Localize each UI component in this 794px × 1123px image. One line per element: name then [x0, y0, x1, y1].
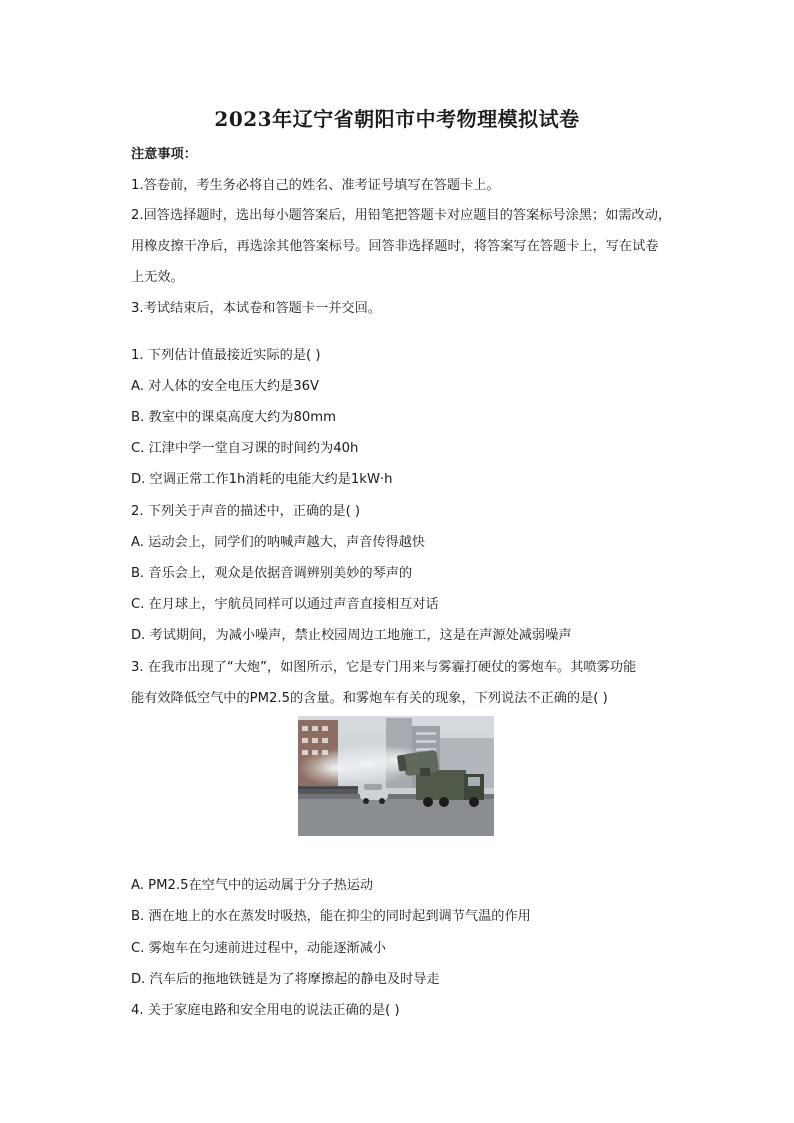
question-1-option-a: A. 对人体的安全电压大约是36V	[131, 379, 320, 394]
question-2-option-c: C. 在月球上，宇航员同样可以通过声音直接相互对话	[131, 597, 439, 612]
fog-cannon-truck-photo	[298, 716, 494, 836]
notice-line: 上无效。	[131, 270, 184, 285]
question-1-stem: 1. 下列估计值最接近实际的是( )	[131, 348, 321, 363]
page-title: 2023年辽宁省朝阳市中考物理模拟试卷	[214, 107, 580, 131]
question-3-option-c: C. 雾炮车在匀速前进过程中，动能逐渐减小	[131, 941, 386, 956]
notice-line: 用橡皮擦干净后，再选涂其他答案标号。回答非选择题时，将答案写在答题卡上，写在试卷	[131, 239, 659, 254]
notice-line: 1.答卷前，考生务必将自己的姓名、准考证号填写在答题卡上。	[131, 178, 500, 193]
question-3-stem: 3. 在我市出现了“大炮”，如图所示，它是专门用来与雾霾打硬仗的雾炮车。其喷雾功能	[131, 660, 637, 675]
question-1-option-d: D. 空调正常工作1h消耗的电能大约是1kW·h	[131, 472, 393, 487]
question-2-option-b: B. 音乐会上，观众是依据音调辨别美妙的琴声的	[131, 566, 413, 581]
question-1-option-c: C. 江津中学一堂自习课的时间约为40h	[131, 441, 359, 456]
question-3-option-a: A. PM2.5在空气中的运动属于分子热运动	[131, 878, 374, 893]
question-4-stem: 4. 关于家庭电路和安全用电的说法正确的是( )	[131, 1003, 400, 1018]
notice-line: 2.回答选择题时，选出每小题答案后，用铅笔把答题卡对应题目的答案标号涂黑；如需改动，	[131, 208, 672, 223]
notice-heading: 注意事项：	[131, 147, 197, 162]
question-3-option-b: B. 洒在地上的水在蒸发时吸热，能在抑尘的同时起到调节气温的作用	[131, 909, 531, 924]
notice-line: 3.考试结束后，本试卷和答题卡一并交回。	[131, 301, 381, 316]
question-3-stem: 能有效降低空气中的PM2.5的含量。和雾炮车有关的现象，下列说法不正确的是( )	[131, 691, 608, 706]
question-2-option-d: D. 考试期间，为减小噪声，禁止校园周边工地施工，这是在声源处减弱噪声	[131, 628, 572, 643]
question-1-option-b: B. 教室中的课桌高度大约为80mm	[131, 410, 336, 425]
question-3-option-d: D. 汽车后的拖地铁链是为了将摩擦起的静电及时导走	[131, 972, 440, 987]
question-2-stem: 2. 下列关于声音的描述中，正确的是( )	[131, 504, 361, 519]
question-2-option-a: A. 运动会上，同学们的呐喊声越大，声音传得越快	[131, 535, 426, 550]
